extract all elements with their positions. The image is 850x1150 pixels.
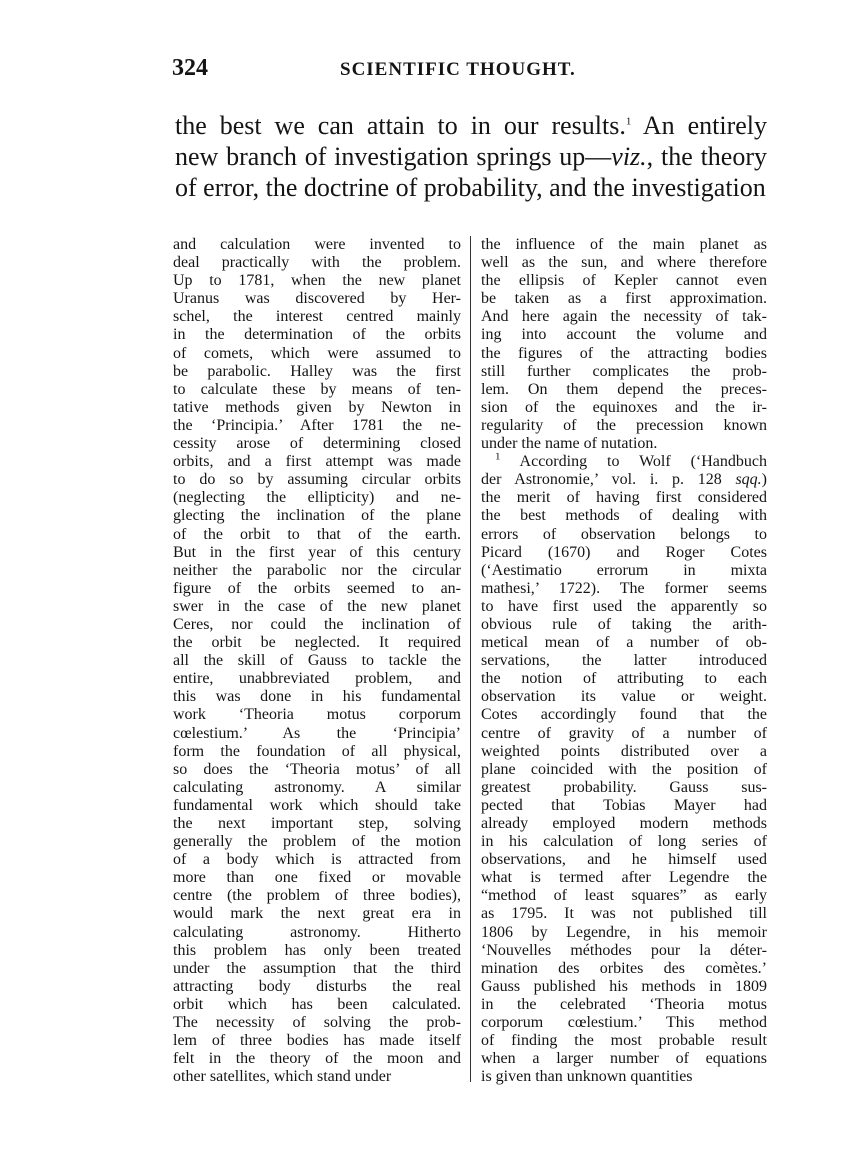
right-column-line: to have first used the apparently so <box>481 597 767 615</box>
left-column-line: The necessity of solving the prob- <box>173 1014 461 1032</box>
left-column-line: form the foundation of all physical, <box>173 742 461 760</box>
left-column-line: schel, the interest centred mainly <box>173 308 461 326</box>
top-lines-line: the best we can attain to in our results.$^1$ An entirely <box>175 111 767 140</box>
right-column-line: servations, the latter introduced <box>481 652 767 670</box>
right-column-line: of finding the most probable result <box>481 1032 767 1050</box>
top-lines-line: of error, the doctrine of probability, and the investigation <box>175 173 766 202</box>
column-divider <box>470 236 471 1082</box>
left-column-line: (neglecting the ellipticity) and ne- <box>173 489 461 507</box>
running-title: SCIENTIFIC THOUGHT. <box>340 59 576 80</box>
right-column-line: And here again the necessity of tak- <box>481 308 767 326</box>
left-column-line: under the assumption that the third <box>173 959 461 977</box>
left-column-line: entire, unabbreviated problem, and <box>173 670 461 688</box>
left-column-line: fundamental work which should take <box>173 796 461 814</box>
left-column-line: But in the first year of this century <box>173 543 461 561</box>
left-column-line: tative methods given by Newton in <box>173 398 461 416</box>
main-text <box>175 110 767 203</box>
left-column-line: centre (the problem of three bodies), <box>173 887 461 905</box>
right-column-line: centre of gravity of a number of <box>481 724 767 742</box>
right-column-line: is given than unknown quantities <box>481 1068 693 1086</box>
right-column-line: weighted points distributed over a <box>481 742 767 760</box>
left-column-line: to do so by assuming circular orbits <box>173 471 461 489</box>
right-column-line: sion of the equinoxes and the ir- <box>481 398 767 416</box>
left-column-line: the ‘Principia.’ After 1781 the ne- <box>173 416 461 434</box>
left-column-line: Ceres, nor could the inclination of <box>173 615 461 633</box>
right-column <box>481 236 767 1086</box>
right-column-line: 1806 by Legendre, in his memoir <box>481 923 767 941</box>
right-column-line: corporum cœlestium.’ This method <box>481 1014 767 1032</box>
left-column-line: figure of the orbits seemed to an- <box>173 579 461 597</box>
left-column-line: of comets, which were assumed to <box>173 344 461 362</box>
left-column-line: calculating astronomy. A similar <box>173 778 461 796</box>
left-column-line: Uranus was discovered by Her- <box>173 290 461 308</box>
left-column-line: neither the parabolic nor the circular <box>173 561 461 579</box>
left-column-line: lem of three bodies has made itself <box>173 1032 461 1050</box>
left-column-line: work ‘Theoria motus corporum <box>173 706 461 724</box>
right-column-line: metical mean of a number of ob- <box>481 634 767 652</box>
right-column-line: pected that Tobias Mayer had <box>481 796 767 814</box>
left-column-line: cessity arose of determining closed <box>173 435 461 453</box>
left-column-line: in the determination of the orbits <box>173 326 461 344</box>
left-column-line: calculating astronomy. Hitherto <box>173 923 461 941</box>
left-column-line: felt in the theory of the moon and <box>173 1050 461 1068</box>
right-column-line: lem. On them depend the preces- <box>481 380 767 398</box>
left-column-line: generally the problem of the motion <box>173 833 461 851</box>
left-column <box>173 236 461 1086</box>
left-column-line: to calculate these by means of ten- <box>173 380 461 398</box>
right-column-line: (‘Aestimatio errorum in mixta <box>481 561 767 579</box>
right-column-line: the influence of the main planet as <box>481 236 767 253</box>
top-lines-line: new branch of investigation springs up—viz., the theory <box>175 142 768 171</box>
right-column-line: the notion of attributing to each <box>481 670 767 688</box>
left-column-line: swer in the case of the new planet <box>173 597 461 615</box>
right-column-line: the figures of the attracting bodies <box>481 344 767 362</box>
right-column-line: ing into account the volume and <box>481 326 767 344</box>
right-column-line: Gauss published his methods in 1809 <box>481 977 767 995</box>
right-column-line: plane coincided with the position of <box>481 760 767 778</box>
left-column-line: attracting body disturbs the real <box>173 977 461 995</box>
right-column-line: mathesi,’ 1722). The former seems <box>481 579 767 597</box>
right-column-line: errors of observation belongs to <box>481 525 767 543</box>
left-column-line: the orbit be neglected. It required <box>173 634 461 652</box>
left-column-line: the next important step, solving <box>173 815 461 832</box>
right-column-line: regularity of the precession known <box>481 416 767 434</box>
right-column-line: observation its value or weight. <box>481 688 767 706</box>
right-column-line: the best methods of dealing with <box>481 507 767 525</box>
left-column-line: glecting the inclination of the plane <box>173 507 461 525</box>
right-column-line: $^1$ According to Wolf (‘Handbuch <box>495 453 767 471</box>
right-column-line: what is termed after Legendre the <box>481 869 767 887</box>
right-column-line: observations, and he himself used <box>481 851 767 869</box>
right-column-line: as 1795. It was not published till <box>481 905 767 923</box>
right-column-line: when a larger number of equations <box>481 1050 767 1068</box>
left-column-line: orbits, and a first attempt was made <box>173 453 461 471</box>
right-column-line: ‘Nouvelles méthodes pour la déter- <box>481 941 767 959</box>
right-column-line: well as the sun, and where therefore <box>481 254 767 272</box>
right-column-line: the merit of having first considered <box>481 489 767 507</box>
right-column-line: under the name of nutation. <box>481 435 658 453</box>
right-column-line: “method of least squares” as early <box>481 887 767 905</box>
left-column-line: and calculation were invented to <box>173 236 461 253</box>
right-column-line: der Astronomie,’ vol. i. p. 128 sqq.) <box>481 471 767 489</box>
left-column-line: deal practically with the problem. <box>173 254 461 272</box>
right-column-line: in his calculation of long series of <box>481 833 767 851</box>
left-column-line: orbit which has been calculated. <box>173 995 461 1013</box>
left-column-line: be parabolic. Halley was the first <box>173 362 461 380</box>
left-column-line: more than one fixed or movable <box>173 869 461 887</box>
right-column-line: the ellipsis of Kepler cannot even <box>481 272 767 290</box>
left-column-line: other satellites, which stand under <box>173 1068 392 1086</box>
page-number: 324 <box>172 55 208 81</box>
left-column-line: all the skill of Gauss to tackle the <box>173 652 461 670</box>
left-column-line: cœlestium.’ As the ‘Principia’ <box>173 724 461 742</box>
left-column-line: of a body which is attracted from <box>173 851 461 869</box>
right-column-line: still further complicates the prob- <box>481 362 767 380</box>
right-column-line: mination des orbites des comètes.’ <box>481 959 767 977</box>
right-column-line: Picard (1670) and Roger Cotes <box>481 543 767 561</box>
left-column-line: would mark the next great era in <box>173 905 461 923</box>
right-column-line: greatest probability. Gauss sus- <box>481 778 767 796</box>
right-column-line: in the celebrated ‘Theoria motus <box>481 995 767 1013</box>
right-column-line: already employed modern methods <box>481 815 767 832</box>
right-column-line: obvious rule of taking the arith- <box>481 615 767 633</box>
right-column-line: be taken as a first approximation. <box>481 290 767 308</box>
left-column-line: this problem has only been treated <box>173 941 461 959</box>
left-column-line: this was done in his fundamental <box>173 688 461 706</box>
left-column-line: of the orbit to that of the earth. <box>173 525 461 543</box>
left-column-line: so does the ‘Theoria motus’ of all <box>173 760 461 778</box>
page-header <box>0 55 850 93</box>
right-column-line: Cotes accordingly found that the <box>481 706 767 724</box>
left-column-line: Up to 1781, when the new planet <box>173 272 461 290</box>
